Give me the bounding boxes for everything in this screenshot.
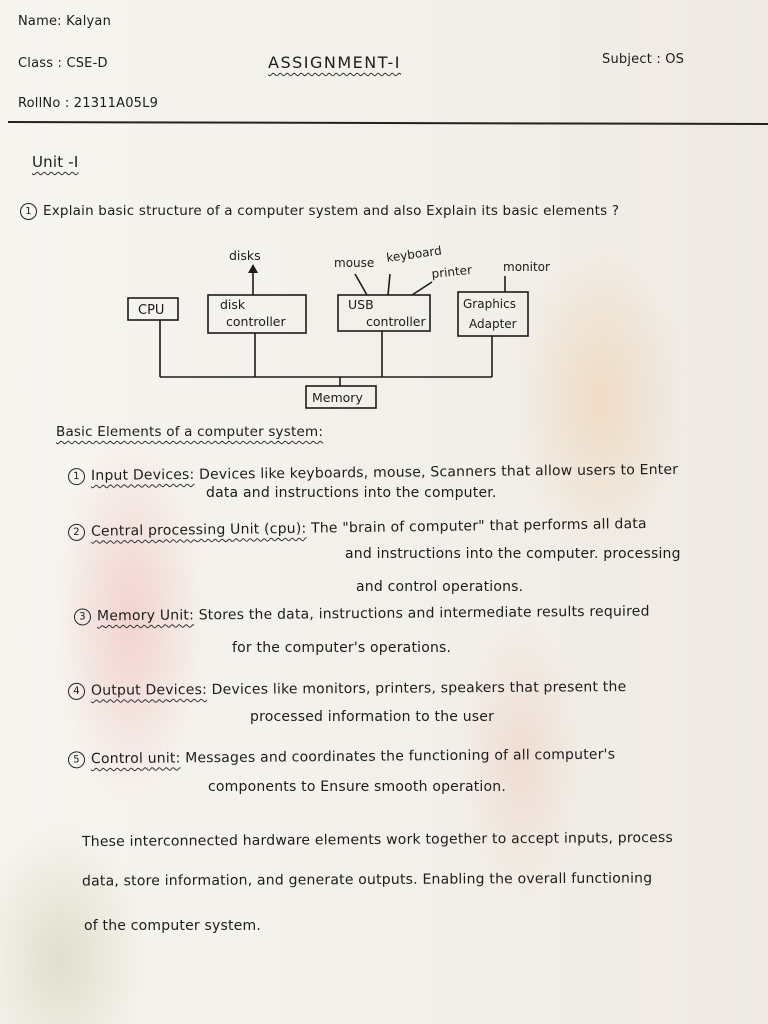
element-term: Input Devices: — [90, 466, 195, 484]
summary-line-3: of the computer system. — [84, 918, 262, 934]
unit-heading: Unit -I — [32, 153, 79, 171]
element-text-continued: for the computer's operations. — [232, 640, 452, 656]
printer-label: printer — [430, 262, 473, 281]
element-input-devices — [68, 462, 678, 485]
element-number: 1 — [68, 468, 85, 485]
disk-controller-label-1: disk — [220, 297, 246, 312]
graphics-adapter-label-1: Graphics — [463, 297, 516, 311]
element-term: Output Devices: — [90, 681, 208, 699]
computer-system-diagram — [0, 240, 768, 415]
element-text-continued: and control operations. — [356, 579, 524, 595]
keyboard-label: keyboard — [385, 243, 443, 265]
subject: Subject : OS — [602, 52, 685, 67]
assignment-title: ASSIGNMENT-I — [268, 53, 402, 72]
element-text-continued: processed information to the user — [250, 709, 495, 725]
summary-line-1: These interconnected hardware elements work together to accept inputs, process — [81, 829, 673, 851]
element-number: 2 — [68, 524, 85, 541]
question-text: Explain basic structure of a computer system and also Explain its basic elements ? — [43, 203, 620, 219]
element-text-continued: data and instructions into the computer. — [206, 485, 497, 501]
element-text-continued: components to Ensure smooth operation. — [208, 779, 506, 795]
element-text: Stores the data, instructions and intermediate results required — [198, 603, 650, 624]
element-output-devices — [68, 679, 626, 700]
graphics-adapter-label-2: Adapter — [469, 317, 517, 331]
element-number: 4 — [68, 683, 85, 700]
element-text: The "brain of computer" that performs all data — [310, 515, 647, 537]
question-number: 1 — [20, 203, 37, 220]
element-term: Memory Unit: — [96, 607, 195, 625]
summary-line-2: data, store information, and generate outputs. Enabling the overall functioning — [81, 870, 653, 890]
question — [20, 203, 619, 220]
monitor-label: monitor — [503, 260, 550, 274]
element-text: Devices like monitors, printers, speakers that present the — [211, 679, 627, 698]
student-class: Class : CSE-D — [18, 56, 108, 71]
mouse-label: mouse — [334, 256, 375, 270]
element-term: Central processing Unit (cpu): — [90, 520, 307, 540]
element-text-continued: and instructions into the computer. processing — [345, 546, 681, 562]
disks-label: disks — [229, 248, 261, 263]
element-memory-unit — [74, 603, 650, 625]
student-name: Name: Kalyan — [18, 14, 112, 29]
disk-controller-label-2: controller — [226, 314, 286, 329]
element-term: Control unit: — [90, 750, 181, 768]
roll-number: RollNo : 21311A05L9 — [18, 96, 159, 111]
element-number: 3 — [74, 608, 91, 625]
element-cpu — [68, 516, 647, 541]
memory-label: Memory — [312, 390, 363, 405]
elements-heading: Basic Elements of a computer system: — [56, 424, 324, 440]
usb-controller-label-1: USB — [348, 297, 374, 312]
usb-controller-label-2: controller — [366, 314, 426, 329]
header-divider — [8, 121, 768, 125]
element-text: Devices like keyboards, mouse, Scanners that allow users to Enter — [198, 461, 679, 483]
cpu-label: CPU — [138, 303, 165, 318]
element-text: Messages and coordinates the functioning of all computer's — [185, 746, 616, 767]
element-control-unit — [68, 747, 615, 769]
element-number: 5 — [68, 751, 85, 768]
